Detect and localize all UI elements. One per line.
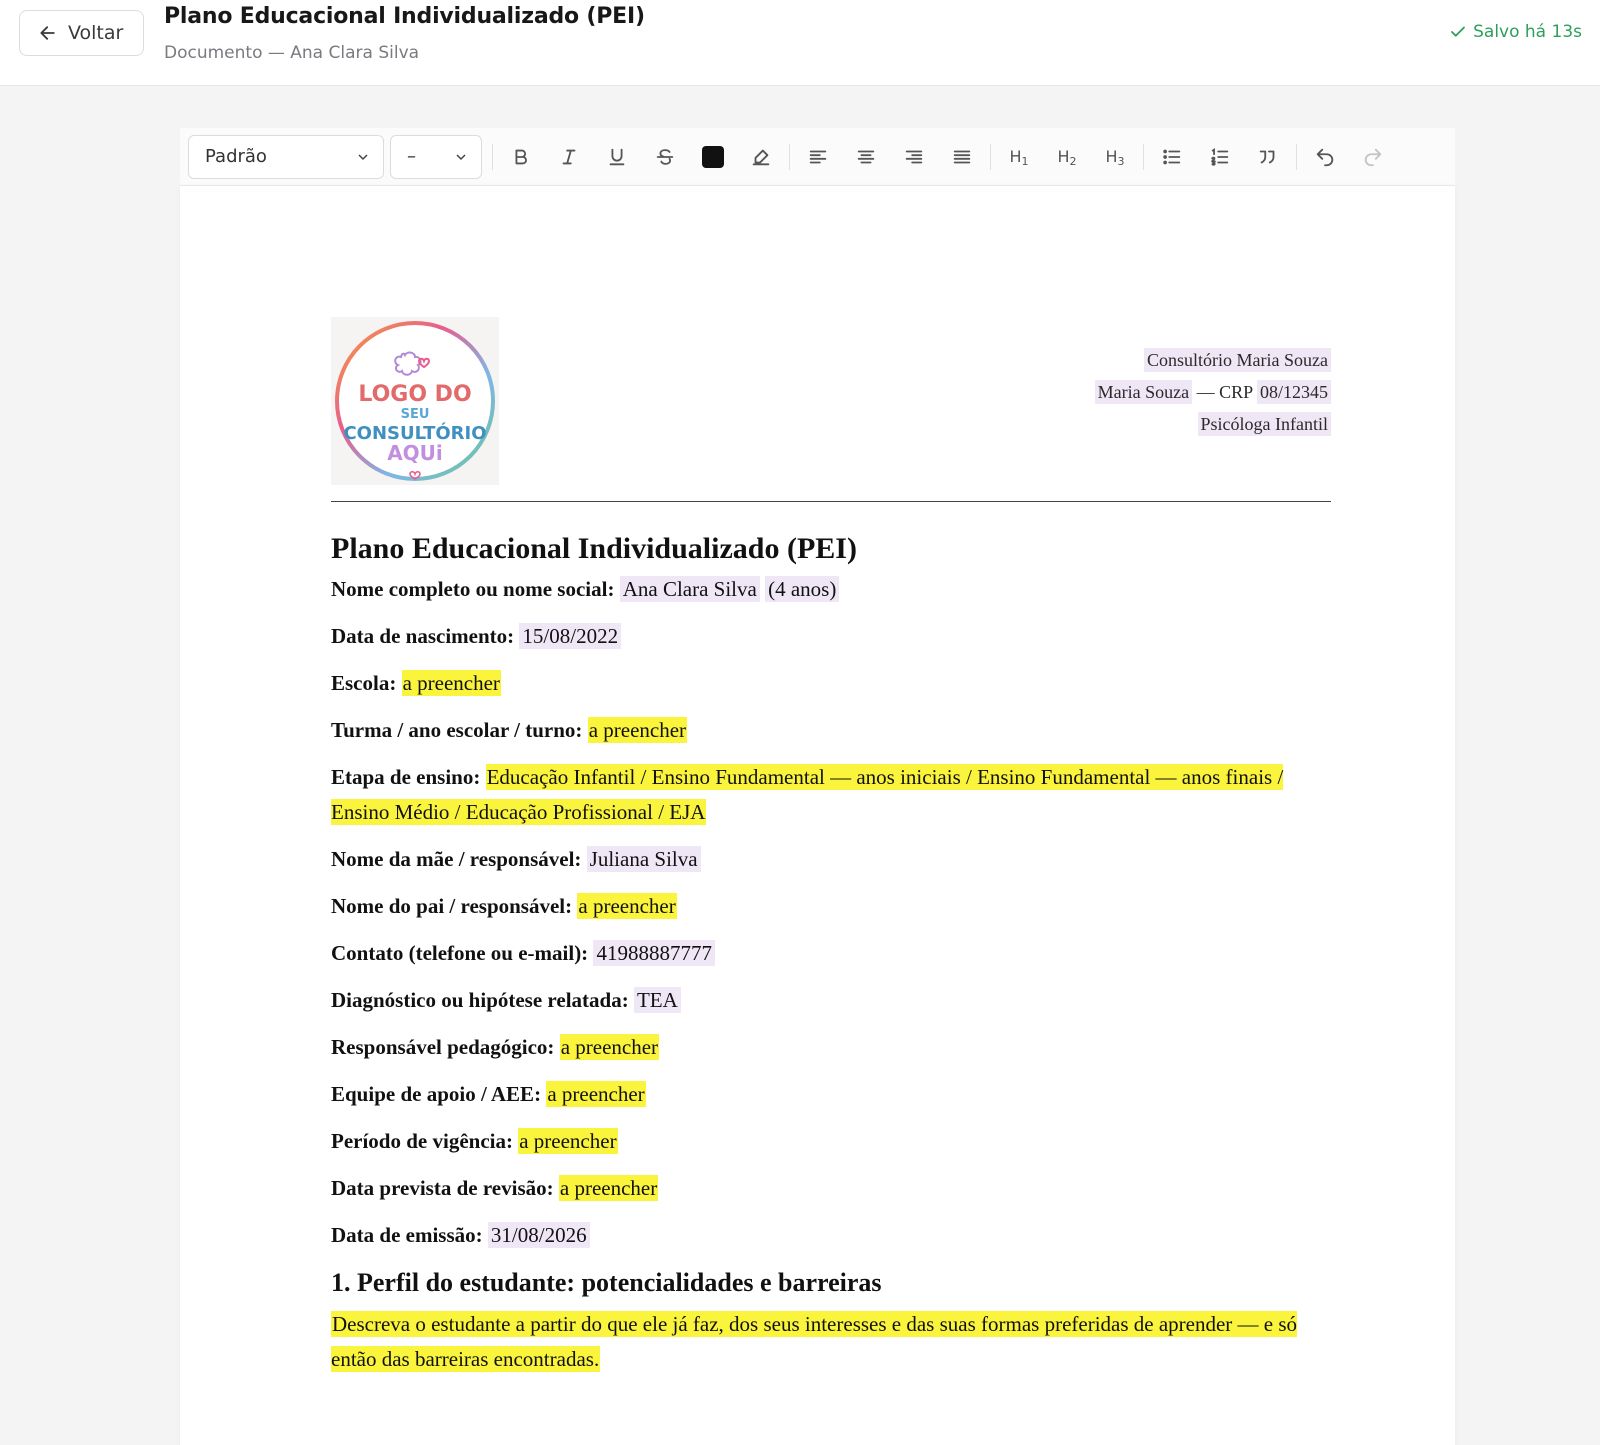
field-equipe: Equipe de apoio / AEE: a preencher: [331, 1082, 645, 1106]
heading-1-icon: $H_1$: [1009, 147, 1029, 168]
field-idade-value[interactable]: (4 anos): [765, 576, 839, 602]
align-left-icon: [807, 146, 829, 168]
header-divider: [331, 501, 1331, 502]
redo-icon: [1362, 146, 1384, 168]
crp-prefix: — CRP: [1192, 382, 1257, 402]
blockquote-button[interactable]: [1244, 135, 1292, 179]
italic-icon: [558, 146, 580, 168]
document-page[interactable]: [180, 186, 1455, 1445]
back-button-label: Voltar: [68, 22, 124, 44]
field-responsavel: Responsável pedagógico: a preencher: [331, 1035, 659, 1059]
field-nascimento: Data de nascimento: 15/08/2022: [331, 619, 1331, 654]
clinic-name: Consultório Maria Souza: [1144, 348, 1331, 372]
top-header: [0, 0, 1600, 86]
strikethrough-button[interactable]: [641, 135, 689, 179]
chevron-down-icon: [453, 149, 469, 165]
field-escola: Escola: a preencher: [331, 671, 500, 695]
logo-line-1: LOGO DO: [358, 382, 472, 407]
field-revisao-value[interactable]: a preencher: [559, 1176, 658, 1200]
toolbar-divider: [492, 144, 493, 170]
field-nascimento-value[interactable]: 15/08/2022: [519, 623, 621, 649]
bold-icon: [510, 146, 532, 168]
section-1-placeholder[interactable]: Descreva o estudante a partir do que ele já faz, dos seus interesses e das suas formas preferidas de aprender — e só então das barreiras encontradas.: [331, 1312, 1298, 1371]
field-emissao-value[interactable]: 31/08/2026: [488, 1222, 590, 1248]
ordered-list-icon: [1209, 146, 1231, 168]
heading-2-icon: $H_2$: [1057, 147, 1077, 168]
save-status-label: Salvo há 13s: [1473, 22, 1582, 42]
quote-icon: [1257, 146, 1279, 168]
highlighter-icon: [750, 146, 772, 168]
underline-icon: [606, 146, 628, 168]
field-mae: Nome da mãe / responsável: Juliana Silva: [331, 842, 1331, 877]
strikethrough-icon: [654, 146, 676, 168]
field-nome-value[interactable]: Ana Clara Silva: [620, 576, 760, 602]
field-diagnostico: Diagnóstico ou hipótese relatada: TEA: [331, 983, 1331, 1018]
font-size-value: –: [407, 146, 416, 167]
field-diagnostico-value[interactable]: TEA: [634, 987, 681, 1013]
toolbar-divider: [990, 144, 991, 170]
editor-toolbar: [180, 128, 1455, 186]
align-justify-icon: [951, 146, 973, 168]
paragraph-style-value: Padrão: [205, 146, 267, 167]
align-center-icon: [855, 146, 877, 168]
highlight-button[interactable]: [737, 135, 785, 179]
paragraph-style-select[interactable]: [188, 135, 384, 179]
align-right-icon: [903, 146, 925, 168]
align-center-button[interactable]: [842, 135, 890, 179]
text-color-button[interactable]: [689, 135, 737, 179]
field-pai: Nome do pai / responsável: a preencher: [331, 894, 676, 918]
field-contato: Contato (telefone ou e-mail): 41988887777: [331, 936, 1331, 971]
arrow-left-icon: [38, 23, 58, 43]
heading-3-icon: $H_3$: [1105, 147, 1125, 168]
text-color-swatch: [702, 146, 724, 168]
field-periodo-value[interactable]: a preencher: [519, 1129, 617, 1153]
underline-button[interactable]: [593, 135, 641, 179]
field-responsavel-value[interactable]: a preencher: [560, 1035, 659, 1059]
field-emissao: Data de emissão: 31/08/2026: [331, 1218, 1331, 1253]
page-title: Plano Educacional Individualizado (PEI): [164, 4, 645, 29]
field-contato-value[interactable]: 41988887777: [593, 940, 715, 966]
field-etapa: Etapa de ensino: Educação Infantil / Ensino Fundamental — anos iniciais / Ensino Fundamental — anos finais / Ensino Médio / Educação Profissional / EJA: [331, 765, 1284, 824]
heading-1-button[interactable]: [995, 135, 1043, 179]
bullet-list-icon: [1161, 146, 1183, 168]
heading-2-button[interactable]: [1043, 135, 1091, 179]
bold-button[interactable]: [497, 135, 545, 179]
letterhead: [1095, 344, 1331, 440]
save-status: [1449, 22, 1582, 42]
undo-button[interactable]: [1301, 135, 1349, 179]
field-revisao: Data prevista de revisão: a preencher: [331, 1176, 658, 1200]
field-equipe-value[interactable]: a preencher: [547, 1082, 645, 1106]
section-1-title: 1. Perfil do estudante: potencialidades e barreiras: [331, 1268, 882, 1297]
field-turma: Turma / ano escolar / turno: a preencher: [331, 718, 687, 742]
toolbar-divider: [1296, 144, 1297, 170]
field-nome: Nome completo ou nome social: Ana Clara Silva (4 anos): [331, 572, 1331, 607]
bullet-list-button[interactable]: [1148, 135, 1196, 179]
professional-role: Psicóloga Infantil: [1198, 412, 1331, 436]
redo-button[interactable]: [1349, 135, 1397, 179]
field-turma-value[interactable]: a preencher: [588, 718, 687, 742]
italic-button[interactable]: [545, 135, 593, 179]
field-etapa-value[interactable]: Educação Infantil / Ensino Fundamental — anos iniciais / Ensino Fundamental — anos finais / Ensino Médio / Educação Profissional / EJA: [331, 765, 1284, 824]
field-pai-value[interactable]: a preencher: [578, 894, 676, 918]
clinic-logo: [331, 317, 499, 485]
font-size-select[interactable]: [390, 135, 482, 179]
field-escola-value[interactable]: a preencher: [402, 671, 500, 695]
logo-line-3: CONSULTÓRIO: [343, 423, 487, 444]
document-title: Plano Educacional Individualizado (PEI): [331, 532, 857, 565]
check-icon: [1449, 23, 1467, 41]
professional-name: Maria Souza: [1095, 380, 1192, 404]
align-right-button[interactable]: [890, 135, 938, 179]
logo-line-4: AQUi: [387, 441, 443, 465]
align-justify-button[interactable]: [938, 135, 986, 179]
field-mae-value[interactable]: Juliana Silva: [587, 846, 701, 872]
page-subtitle: Documento — Ana Clara Silva: [164, 43, 420, 63]
ordered-list-button[interactable]: [1196, 135, 1244, 179]
toolbar-divider: [1143, 144, 1144, 170]
chevron-down-icon: [355, 149, 371, 165]
heading-3-button[interactable]: [1091, 135, 1139, 179]
logo-line-2: SEU: [400, 407, 430, 422]
crp-number: 08/12345: [1257, 380, 1331, 404]
back-button[interactable]: [19, 10, 144, 56]
section-1-text: [331, 1307, 1331, 1377]
document-body[interactable]: [331, 521, 1331, 1377]
field-periodo: Período de vigência: a preencher: [331, 1129, 617, 1153]
undo-icon: [1314, 146, 1336, 168]
align-left-button[interactable]: [794, 135, 842, 179]
toolbar-divider: [789, 144, 790, 170]
